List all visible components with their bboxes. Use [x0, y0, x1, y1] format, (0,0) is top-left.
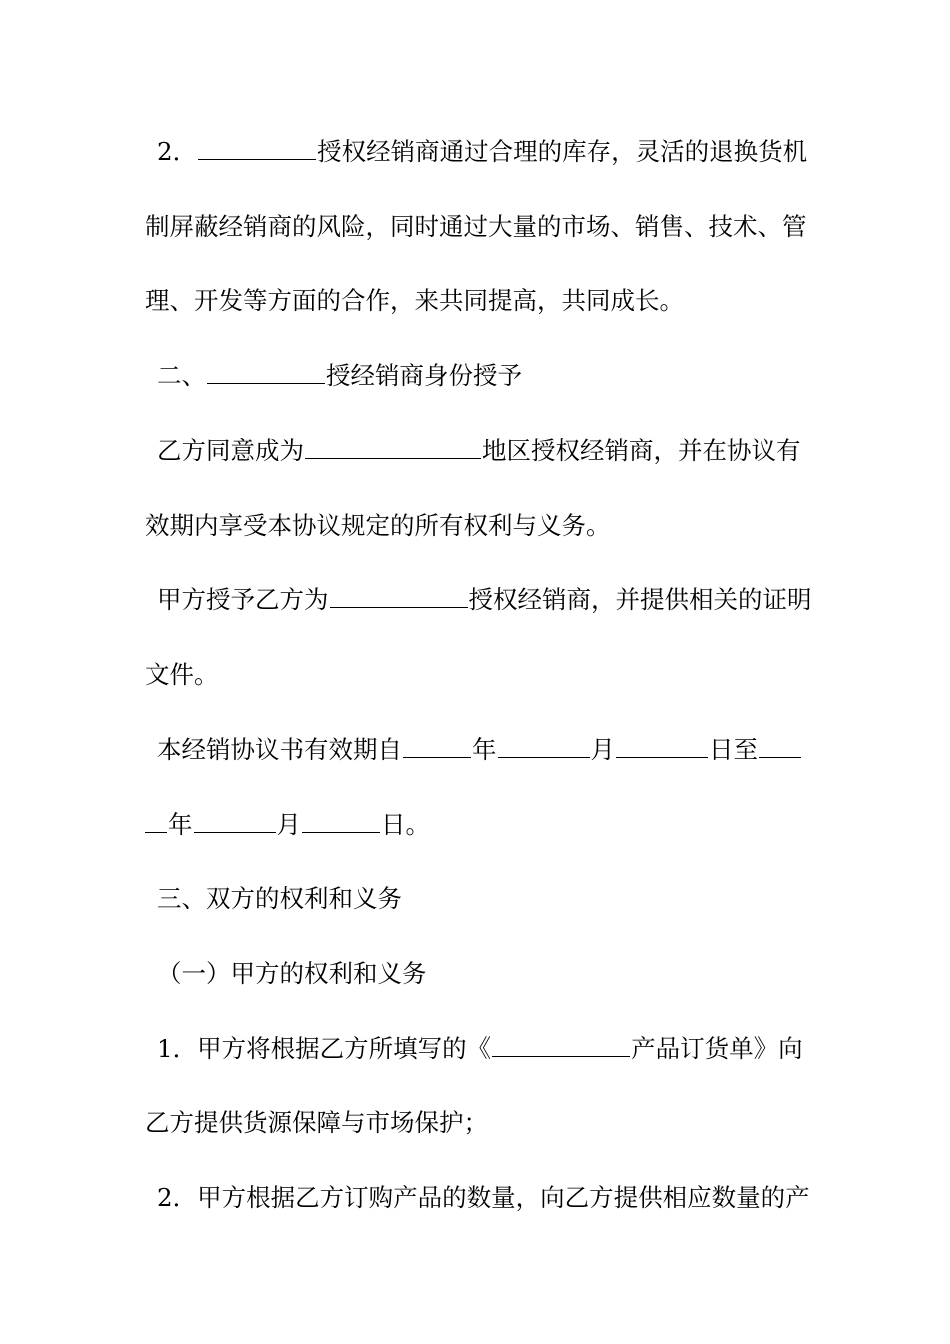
- fill-in-blank[interactable]: [492, 1034, 630, 1057]
- line-text: 乙方同意成为: [157, 436, 304, 465]
- paragraph-line-13: [157, 1034, 822, 1064]
- fill-in-blank-day[interactable]: [616, 735, 708, 758]
- paragraph-line-3: [145, 286, 810, 316]
- paragraph-line-8: [145, 660, 810, 690]
- paragraph-line-10: [145, 810, 810, 840]
- fill-in-blank-year[interactable]: [403, 735, 471, 758]
- line-text: 二、: [157, 361, 206, 390]
- line-text: 效期内享受本协议规定的所有权利与义务。: [145, 511, 611, 540]
- line-text: 授权经销商，并提供相关的证明: [468, 585, 812, 614]
- line-text: 授经销商身份授予: [326, 361, 522, 390]
- line-text: 1．甲方将根据乙方所填写的《: [157, 1034, 492, 1063]
- line-text: 2．甲方根据乙方订购产品的数量，向乙方提供相应数量的产: [157, 1183, 810, 1212]
- section-heading-2: [157, 361, 822, 391]
- line-text: 月: [276, 810, 301, 839]
- line-text: 理、开发等方面的合作，来共同提高，共同成长。: [145, 286, 684, 315]
- fill-in-blank-month[interactable]: [498, 735, 590, 758]
- line-text: 文件。: [145, 660, 219, 689]
- line-text: 2．: [157, 137, 198, 166]
- line-text: 制屏蔽经销商的风险，同时通过大量的市场、销售、技术、管: [145, 212, 807, 241]
- paragraph-line-6: [145, 511, 810, 541]
- paragraph-line-14: [145, 1108, 810, 1138]
- paragraph-line-7: [157, 585, 822, 615]
- paragraph-line-5: [157, 436, 822, 466]
- line-text: 年: [472, 735, 497, 764]
- fill-in-blank[interactable]: [207, 361, 325, 384]
- line-text: 甲方授予乙方为: [157, 585, 329, 614]
- line-text: 地区授权经销商，并在协议有: [482, 436, 801, 465]
- line-text: 日。: [381, 810, 430, 839]
- subsection-heading-1: [157, 959, 822, 989]
- fill-in-blank-year[interactable]: [759, 735, 801, 758]
- fill-in-blank-month[interactable]: [194, 810, 276, 833]
- line-text: （一）甲方的权利和义务: [157, 959, 427, 988]
- line-text: 产品订货单》向: [631, 1034, 803, 1063]
- paragraph-line-9: [157, 735, 822, 765]
- line-text: 乙方提供货源保障与市场保护；: [145, 1108, 488, 1137]
- paragraph-line-1: [157, 137, 822, 167]
- fill-in-blank[interactable]: [198, 137, 316, 160]
- line-text: 日至: [709, 735, 758, 764]
- paragraph-line-15: [157, 1183, 822, 1213]
- paragraph-line-2: [145, 212, 810, 242]
- line-text: 三、双方的权利和义务: [157, 884, 402, 913]
- line-text: 授权经销商通过合理的库存，灵活的退换货机: [317, 137, 808, 166]
- line-text: 月: [590, 735, 615, 764]
- fill-in-blank-day[interactable]: [302, 810, 380, 833]
- section-heading-3: [157, 884, 822, 914]
- fill-in-blank[interactable]: [330, 585, 468, 608]
- line-text: 本经销协议书有效期自: [157, 735, 402, 764]
- fill-in-blank[interactable]: [305, 436, 481, 459]
- fill-in-blank-year[interactable]: [145, 810, 167, 833]
- line-text: 年: [168, 810, 193, 839]
